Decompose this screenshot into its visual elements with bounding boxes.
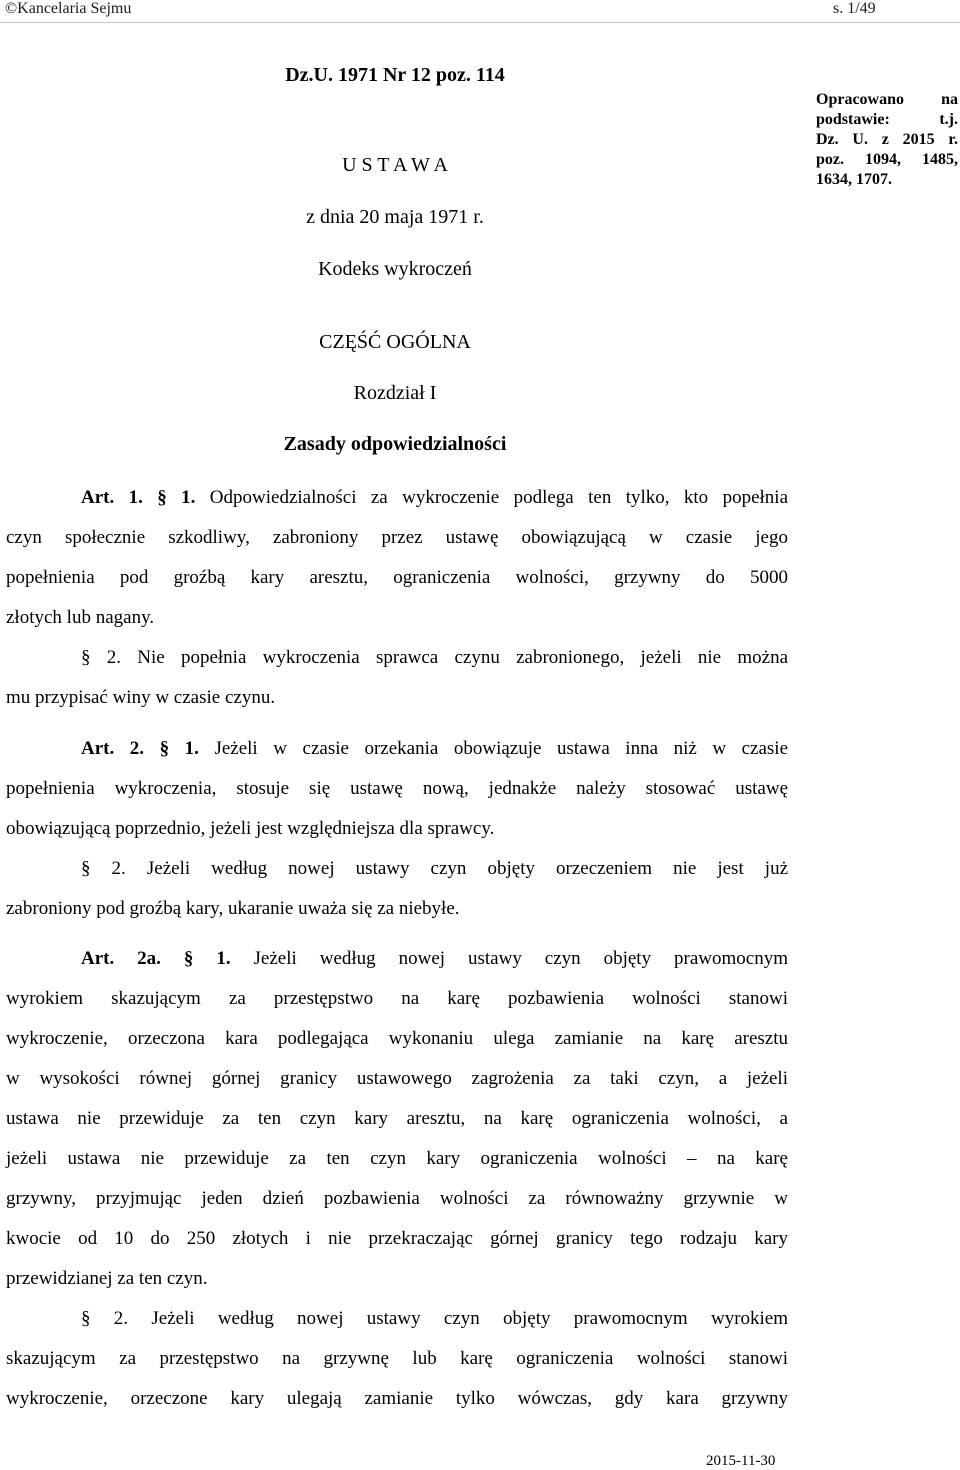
- page-header: [0, 0, 960, 23]
- paragraph-line: popełnienia wykroczenia, stosuje się ustawę nową, jednakże należy stosować ustawę: [6, 778, 788, 799]
- article-2a: [6, 939, 788, 1419]
- article-heading: Art. 2a. § 1.: [81, 948, 231, 969]
- paragraph-line: wyrokiem skazującym za przestępstwo na karę pozbawienia wolności stanowi: [6, 988, 788, 1009]
- article-2: [6, 729, 788, 929]
- copyright-label: ©Kancelaria Sejmu: [5, 0, 132, 17]
- section-sign: § 2.: [81, 1308, 129, 1329]
- paragraph-line: czyn społecznie szkodliwy, zabroniony przez ustawę obowiązującą w czasie jego: [6, 527, 788, 548]
- paragraph-line: § 2. Jeżeli według nowej ustawy czyn objęty orzeczeniem nie jest już: [81, 858, 789, 879]
- article-1: [6, 478, 788, 718]
- source-note-line: poz. 1094, 1485,: [816, 151, 958, 168]
- footer-date: 2015-11-30: [706, 1453, 776, 1469]
- chapter-title: Zasady odpowiedzialności: [283, 433, 507, 455]
- paragraph-line: przewidzianej za ten czyn.: [6, 1268, 208, 1289]
- paragraph-line: zabroniony pod groźbą kary, ukaranie uważa się za niebyłe.: [6, 898, 460, 919]
- paragraph-line: wykroczenie, orzeczone kary ulegają zamianie tylko wówczas, gdy kara grzywny: [6, 1388, 788, 1409]
- paragraph-line: skazującym za przestępstwo na grzywnę lub karę ograniczenia wolności stanowi: [6, 1348, 788, 1369]
- paragraph-line: grzywny, przyjmując jeden dzień pozbawienia wolności za równoważny grzywnie w: [6, 1188, 788, 1209]
- source-note-line: Opracowano na: [816, 91, 958, 108]
- paragraph-line: złotych lub nagany.: [6, 607, 155, 628]
- article-heading: Art. 1. § 1.: [81, 487, 196, 508]
- paragraph-line: § 2. Nie popełnia wykroczenia sprawca czynu zabronionego, jeżeli nie można: [81, 647, 789, 668]
- article-heading: Art. 2. § 1.: [81, 738, 199, 759]
- paragraph-line: Art. 2a. § 1. Jeżeli według nowej ustawy czyn objęty prawomocnym: [81, 948, 788, 969]
- source-note: [816, 90, 958, 190]
- section-sign: § 2.: [81, 858, 126, 879]
- chapter-heading: Rozdział I: [353, 382, 437, 404]
- source-note-line: Dz. U. z 2015 r.: [816, 131, 958, 148]
- document-kind: U S T A W A: [342, 154, 448, 176]
- paragraph-line: ustawa nie przewiduje za ten czyn kary aresztu, na karę ograniczenia wolności, a: [6, 1108, 788, 1129]
- paragraph-line: kwocie od 10 do 250 złotych i nie przekraczając górnej granicy tego rodzaju kary: [6, 1228, 788, 1249]
- source-note-line: podstawie: t.j.: [816, 111, 958, 128]
- paragraph-line: Art. 1. § 1. Odpowiedzialności za wykroczenie podlega ten tylko, kto popełnia: [81, 487, 788, 508]
- source-note-line: 1634, 1707.: [816, 171, 892, 188]
- paragraph-line: mu przypisać winy w czasie czynu.: [6, 687, 276, 708]
- paragraph-line: § 2. Jeżeli według nowej ustawy czyn objęty prawomocnym wyrokiem: [81, 1308, 789, 1329]
- paragraph-line: w wysokości równej górnej granicy ustawowego zagrożenia za taki czyn, a jeżeli: [6, 1068, 788, 1089]
- paragraph-line: popełnienia pod groźbą kary aresztu, ograniczenia wolności, grzywny do 5000: [6, 567, 788, 588]
- paragraph-line: jeżeli ustawa nie przewiduje za ten czyn kary ograniczenia wolności – na karę: [6, 1148, 788, 1169]
- part-heading: CZĘŚĆ OGÓLNA: [319, 331, 471, 353]
- journal-reference: Dz.U. 1971 Nr 12 poz. 114: [285, 64, 505, 86]
- paragraph-line: obowiązującą poprzednio, jeżeli jest względniejsza dla sprawcy.: [6, 818, 495, 839]
- section-sign: § 2.: [81, 647, 122, 668]
- document-date: z dnia 20 maja 1971 r.: [306, 206, 484, 228]
- page-number: s. 1/49: [833, 0, 876, 17]
- document-title: Kodeks wykroczeń: [318, 258, 472, 280]
- paragraph-line: Art. 2. § 1. Jeżeli w czasie orzekania obowiązuje ustawa inna niż w czasie: [81, 738, 789, 759]
- paragraph-line: wykroczenie, orzeczona kara podlegająca wykonaniu ulega zamianie na karę aresztu: [6, 1028, 788, 1049]
